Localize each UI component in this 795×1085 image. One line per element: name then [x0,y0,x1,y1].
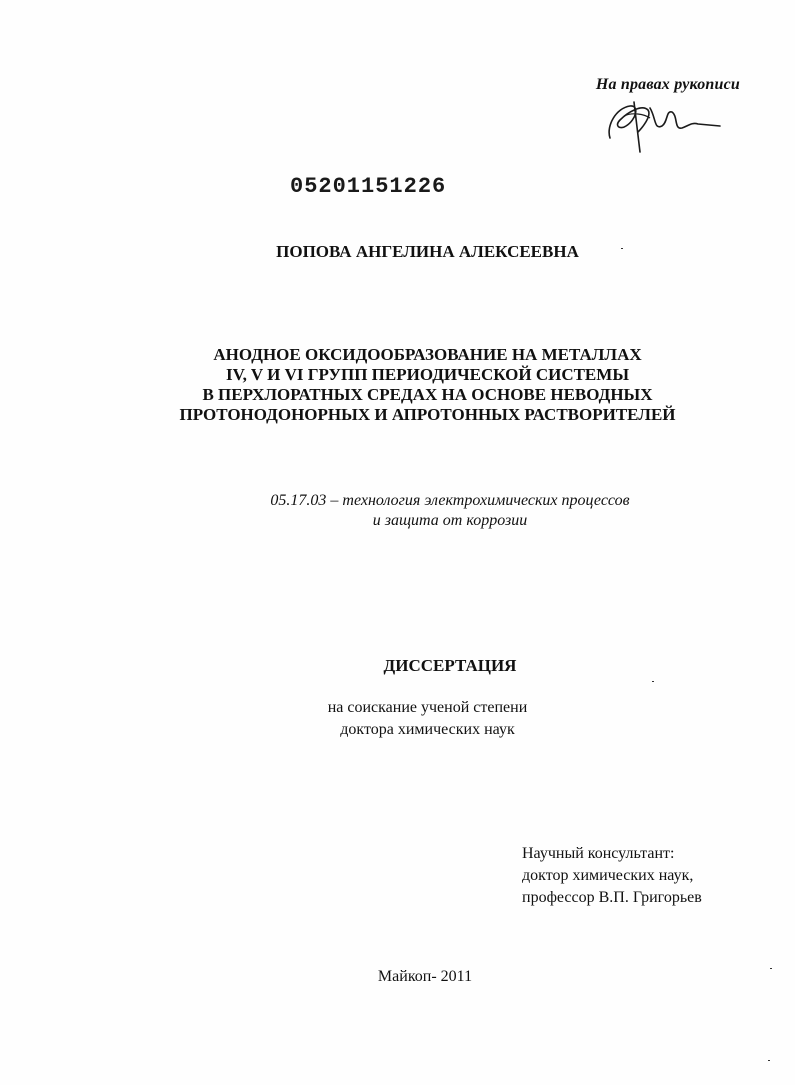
specialty-code [0,491,795,531]
dissertation-title [0,345,795,425]
degree-line: доктора химических наук [340,721,515,738]
scan-speck [652,681,654,682]
degree-description [0,697,795,741]
city-year: Майкоп- 2011 [377,968,473,985]
title-line: ПРОТОНОДОНОРНЫХ И АПРОТОННЫХ РАСТВОРИТЕЛЕЙ [179,405,676,424]
title-line: В ПЕРХЛОРАТНЫХ СРЕДАХ НА ОСНОВЕ НЕВОДНЫХ [202,385,653,404]
specialty-line: и защита от коррозии [372,512,528,529]
registry-number: 05201151226 [290,174,447,199]
degree-line: на соискание ученой степени [327,699,528,716]
handwritten-signature-icon [596,96,726,156]
scan-speck [621,248,623,249]
scientific-advisor [522,843,702,909]
specialty-line: 05.17.03 – технология электрохимических процессов [270,492,630,509]
scan-speck [768,1060,770,1061]
document-type: ДИССЕРТАЦИЯ [383,656,517,675]
advisor-line: Научный консультант: [522,845,675,862]
title-line: АНОДНОЕ ОКСИДООБРАЗОВАНИЕ НА МЕТАЛЛАХ [213,345,642,364]
scan-speck [770,968,772,969]
advisor-line: профессор В.П. Григорьев [522,889,702,906]
title-line: IV, V И VI ГРУПП ПЕРИОДИЧЕСКОЙ СИСТЕМЫ [225,365,630,384]
author-name: ПОПОВА АНГЕЛИНА АЛЕКСЕЕВНА [276,242,579,261]
manuscript-stamp: На правах рукописи [595,76,740,93]
advisor-line: доктор химических наук, [522,867,694,884]
